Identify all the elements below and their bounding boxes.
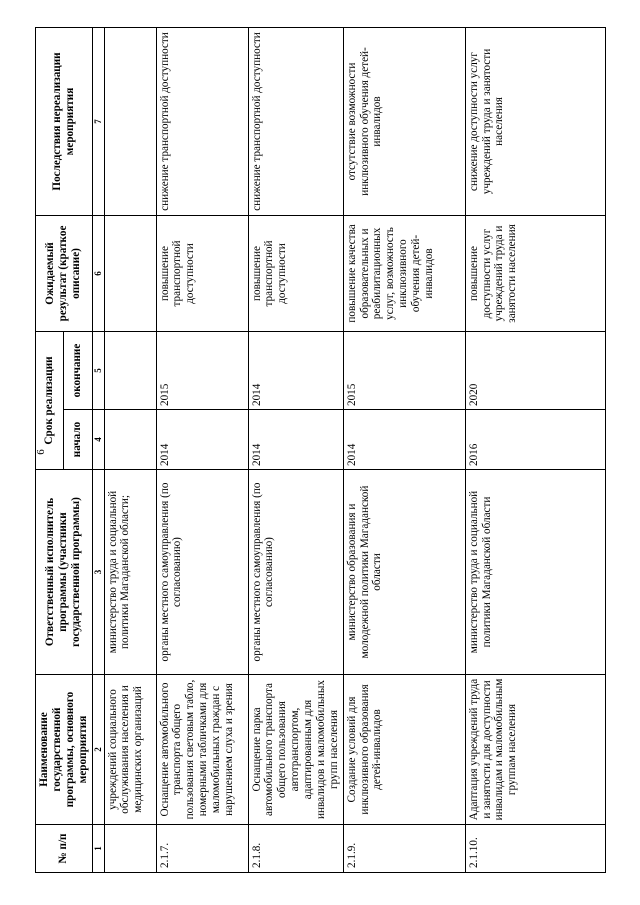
- cell-result: повышение доступности услуг учреждений труда и занятости населения: [465, 215, 605, 331]
- cell-consequences: снижение транспортной доступности: [248, 27, 343, 215]
- cell-executor: министерство труда и социальной политики Магаданской области;: [104, 470, 156, 675]
- cell-executor: органы местного самоуправления (по согласованию): [248, 470, 343, 675]
- cell-end: [104, 331, 156, 409]
- cell-end: 2015: [156, 331, 248, 409]
- cell-consequences: снижение транспортной доступности: [156, 27, 248, 215]
- cell-num: 2.1.10.: [465, 825, 605, 873]
- header-end: окончание: [64, 331, 92, 409]
- table-row: [465, 27, 605, 872]
- measures-table: [35, 27, 606, 873]
- header-row: [36, 27, 64, 872]
- cell-num: 2.1.9.: [343, 825, 465, 873]
- cell-start: 2016: [465, 410, 605, 470]
- rotated-page: [35, 28, 585, 873]
- cell-num: 2.1.8.: [248, 825, 343, 873]
- cell-name: учреждений социального обслуживания населения и медицинских организаций: [104, 675, 156, 825]
- column-number: 5: [92, 331, 104, 409]
- header-start: начало: [64, 410, 92, 470]
- column-number-row: [92, 27, 104, 872]
- cell-end: 2015: [343, 331, 465, 409]
- cell-result: повышение качества образовательных и реабилитационных услуг, возможность инклюзивного обучения детей-инвалидов: [343, 215, 465, 331]
- cell-consequences: [104, 27, 156, 215]
- cell-result: [104, 215, 156, 331]
- column-number: 6: [92, 215, 104, 331]
- cell-executor: министерство труда и социальной политики Магаданской области: [465, 470, 605, 675]
- cell-name: Адаптация учреждений труда и занятости для доступности инвалидам и маломобильным группам населения: [465, 675, 605, 825]
- table-row: [104, 27, 156, 872]
- header-period: Срок реализации: [36, 331, 64, 469]
- cell-start: [104, 410, 156, 470]
- column-number: 7: [92, 27, 104, 215]
- table-row: [248, 27, 343, 872]
- cell-name: Оснащение автомобильного транспорта общего пользования световым табло, номерными табличками для маломобильных граждан с нарушением слуха и зрения: [156, 675, 248, 825]
- header-num: № п/п: [36, 825, 93, 873]
- header-executor: Ответственный исполнитель программы (участники государственной программы): [36, 470, 93, 675]
- page-number: 6: [34, 449, 47, 455]
- cell-executor: органы местного самоуправления (по согласованию): [156, 470, 248, 675]
- column-number: 1: [92, 825, 104, 873]
- cell-name: Создание условий для инклюзивного образования детей-инвалидов: [343, 675, 465, 825]
- cell-result: повышение транспортной доступности: [248, 215, 343, 331]
- cell-consequences: снижение доступности услуг учреждений труда и занятости населения: [465, 27, 605, 215]
- column-number: 3: [92, 470, 104, 675]
- cell-start: 2014: [343, 410, 465, 470]
- table-row: [156, 27, 248, 872]
- cell-start: 2014: [156, 410, 248, 470]
- header-result: Ожидаемый результат (краткое описание): [36, 215, 93, 331]
- cell-consequences: отсутствие возможности инклюзивного обучения детей-инвалидов: [343, 27, 465, 215]
- header-name: Наименование государственной программы, основного мероприятия: [36, 675, 93, 825]
- cell-start: 2014: [248, 410, 343, 470]
- header-consequences: Последствия нереализации мероприятия: [36, 27, 93, 215]
- cell-num: [104, 825, 156, 873]
- column-number: 2: [92, 675, 104, 825]
- cell-name: Оснащение парка автомобильного транспорта общего пользования автотранспортом, адаптированным для инвалидов и маломобильных групп населения: [248, 675, 343, 825]
- cell-num: 2.1.7.: [156, 825, 248, 873]
- column-number: 4: [92, 410, 104, 470]
- table-row: [343, 27, 465, 872]
- cell-end: 2020: [465, 331, 605, 409]
- cell-executor: министерство образования и молодежной политики Магаданской области: [343, 470, 465, 675]
- cell-end: 2014: [248, 331, 343, 409]
- cell-result: повышение транспортной доступности: [156, 215, 248, 331]
